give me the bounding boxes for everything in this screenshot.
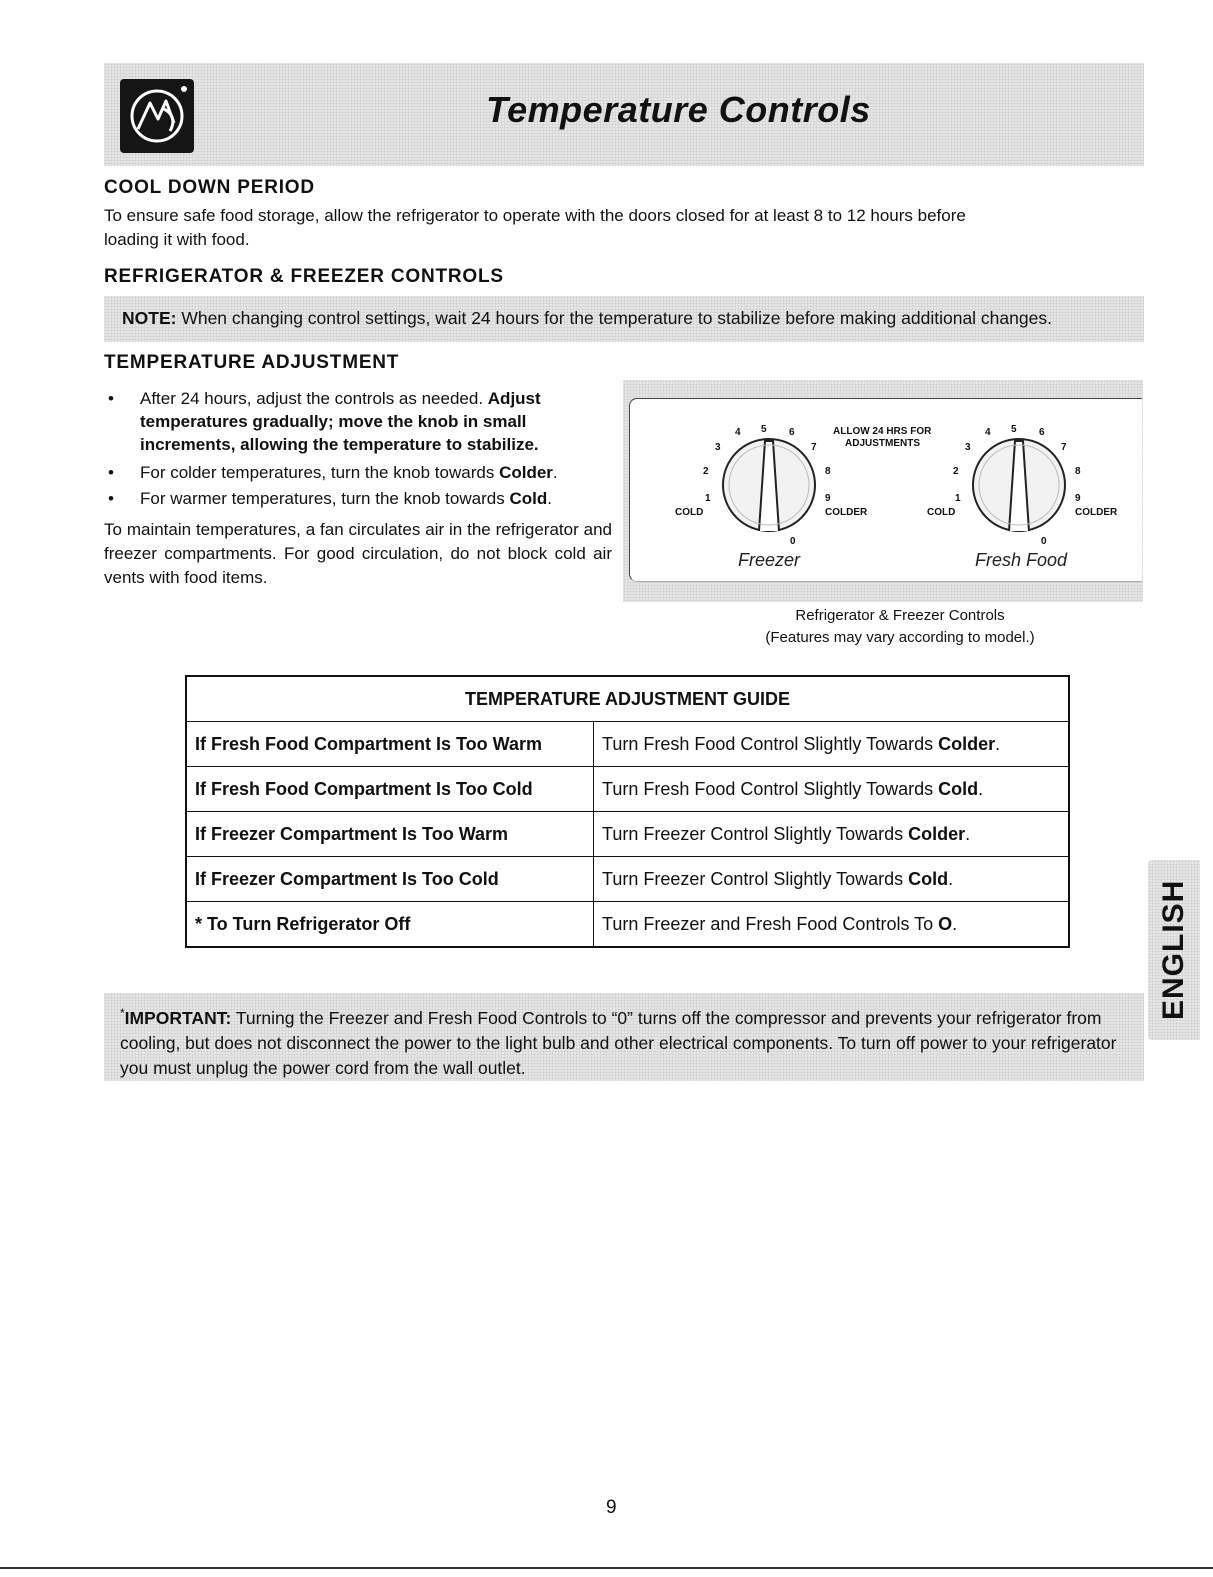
table-cell-condition: If Fresh Food Compartment Is Too Cold	[186, 767, 594, 812]
action-text: Turn Freezer Control Slightly Towards	[602, 823, 909, 844]
bullet-2-bold: Colder	[499, 463, 553, 482]
important-label: IMPORTANT:	[124, 1007, 232, 1028]
dial-number: 5	[1011, 424, 1017, 435]
bullet-item: • For warmer temperatures, turn the knob towards Cold.	[108, 489, 552, 508]
caption-line-2: (Features may vary according to model.)	[765, 629, 1035, 646]
bullet-item	[104, 387, 619, 456]
bullet-1-bold: Adjust temperatures gradually; move the knob in small increments, allowing the temperature to stabilize.	[140, 389, 541, 454]
page-title: Temperature Controls	[486, 89, 871, 130]
action-bold: Colder	[938, 733, 996, 754]
action-text: Turn Freezer Control Slightly Towards	[602, 868, 909, 889]
table-cell-action	[594, 812, 1070, 857]
note-band	[104, 296, 1144, 342]
action-text: Turn Fresh Food Control Slightly Towards	[602, 778, 939, 799]
table-row	[186, 767, 1069, 812]
bullet-dot: •	[108, 489, 114, 508]
cool-down-line-2: loading it with food.	[104, 230, 250, 249]
table-row	[186, 902, 1069, 948]
fresh-food-colder-label: COLDER	[1075, 507, 1118, 518]
table-row	[186, 857, 1069, 902]
bullet-3-text: For warmer temperatures, turn the knob towards	[140, 489, 510, 508]
action-bold: Cold	[908, 868, 949, 889]
important-text	[120, 1001, 1140, 1081]
cool-down-heading: COOL DOWN PERIOD	[104, 177, 315, 198]
dial-number: 1	[955, 493, 961, 504]
bottom-divider	[0, 1567, 1213, 1569]
table-title: TEMPERATURE ADJUSTMENT GUIDE	[186, 676, 1069, 722]
caption-line-1: Refrigerator & Freezer Controls	[795, 607, 1005, 624]
dial-number: 6	[789, 427, 795, 438]
dial-number: 0	[1041, 536, 1047, 547]
bullet-dot: •	[108, 463, 114, 482]
controls-heading: REFRIGERATOR & FREEZER CONTROLS	[104, 266, 504, 287]
dial-number: 6	[1039, 427, 1045, 438]
table-cell-condition: If Freezer Compartment Is Too Cold	[186, 857, 594, 902]
table-cell-condition: If Freezer Compartment Is Too Warm	[186, 812, 594, 857]
language-side-tab	[1148, 860, 1200, 1040]
important-band	[104, 993, 1144, 1081]
dial-number: 7	[1061, 442, 1067, 453]
bullet-3-bold: Cold	[509, 489, 548, 508]
action-end: .	[948, 868, 954, 889]
table-cell-action	[594, 722, 1070, 767]
dial-number: 2	[953, 466, 959, 477]
table-row	[186, 722, 1069, 767]
note-text	[122, 308, 1052, 329]
note-label: NOTE:	[122, 308, 177, 328]
bullet-item: • For colder temperatures, turn the knob towards Colder.	[108, 463, 558, 482]
dial-number: 1	[705, 493, 711, 504]
cool-down-body	[104, 204, 1144, 252]
dial-number: 9	[1075, 493, 1081, 504]
cool-down-line-1: To ensure safe food storage, allow the refrigerator to operate with the doors closed for at least 8 to 12 hours before	[104, 206, 966, 225]
action-end: .	[952, 913, 958, 934]
bullet-2-text: For colder temperatures, turn the knob towards	[140, 463, 500, 482]
table-header-row	[186, 676, 1069, 722]
allow-label-line-1: ALLOW 24 HRS FOR	[833, 426, 932, 437]
dial-number: 8	[825, 466, 831, 477]
action-text: Turn Freezer and Fresh Food Controls To	[602, 913, 939, 934]
dial-number: 3	[965, 442, 971, 453]
header-banner	[104, 63, 1144, 166]
dial-number: 4	[735, 427, 741, 438]
diagram-caption	[700, 605, 1100, 649]
table-cell-action	[594, 857, 1070, 902]
freezer-dial-knob[interactable]	[719, 435, 819, 535]
fresh-food-cold-label: COLD	[927, 507, 956, 518]
action-bold: O	[938, 913, 953, 934]
dial-number: 3	[715, 442, 721, 453]
freezer-dial-label: Freezer	[738, 550, 801, 570]
dial-number: 9	[825, 493, 831, 504]
table-row	[186, 812, 1069, 857]
bullet-dot: •	[108, 389, 114, 408]
adjustment-heading: TEMPERATURE ADJUSTMENT	[104, 352, 400, 373]
page-number: 9	[606, 1497, 617, 1518]
action-bold: Cold	[938, 778, 979, 799]
dial-number: 2	[703, 466, 709, 477]
temperature-adjustment-guide-table	[185, 675, 1070, 948]
fresh-food-dial-label: Fresh Food	[975, 550, 1068, 570]
fan-paragraph: To maintain temperatures, a fan circulates air in the refrigerator and freezer compartments. For good circulation, do not block cold air vents with food items.	[104, 520, 612, 587]
action-bold: Colder	[908, 823, 966, 844]
table-cell-condition: If Fresh Food Compartment Is Too Warm	[186, 722, 594, 767]
allow-label-line-2: ADJUSTMENTS	[845, 438, 921, 449]
bullet-1-text: After 24 hours, adjust the controls as needed.	[140, 389, 488, 408]
dial-number: 4	[985, 427, 991, 438]
important-body: Turning the Freezer and Fresh Food Controls to “0” turns off the compressor and prevents your refrigerator from cooling, but does not disconnect the power to the light bulb and other electrical components. To turn off power to your refrigerator you must unplug the power cord from the wall outlet.	[120, 1007, 1117, 1078]
action-end: .	[978, 778, 984, 799]
language-tab-label: ENGLISH	[1157, 879, 1190, 1021]
table-cell-condition: * To Turn Refrigerator Off	[186, 902, 594, 948]
action-end: .	[995, 733, 1001, 754]
fresh-food-dial-knob[interactable]	[969, 435, 1069, 535]
dial-number: 0	[790, 536, 796, 547]
note-body: When changing control settings, wait 24 hours for the temperature to stabilize before making additional changes.	[176, 308, 1052, 328]
action-end: .	[965, 823, 971, 844]
freezer-cold-label: COLD	[675, 507, 704, 518]
important-star: *	[120, 1006, 125, 1020]
freezer-colder-label: COLDER	[825, 507, 868, 518]
dial-number: 5	[761, 424, 767, 435]
table-cell-action	[594, 767, 1070, 812]
hand-adjusting-dial-icon	[120, 79, 194, 153]
action-text: Turn Fresh Food Control Slightly Towards	[602, 733, 939, 754]
dial-number: 7	[811, 442, 817, 453]
dial-number: 8	[1075, 466, 1081, 477]
table-cell-action	[594, 902, 1070, 948]
controls-diagram	[623, 380, 1143, 602]
